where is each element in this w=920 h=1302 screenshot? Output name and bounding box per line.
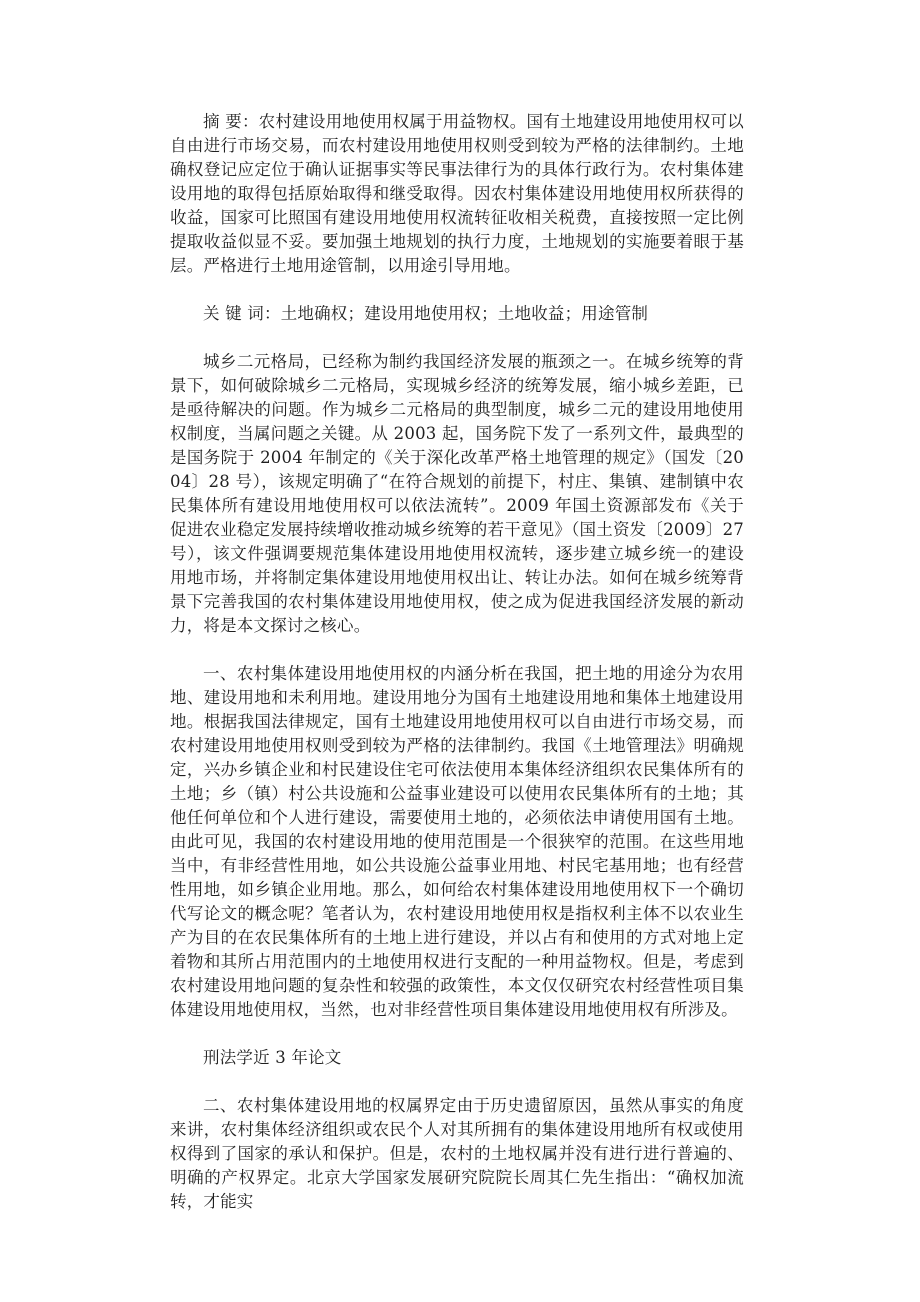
inserted-note-line: 刑法学近 3 年论文	[203, 1048, 342, 1067]
section-two-paragraph: 二、农村集体建设用地的权属界定由于历史遗留原因，虽然从事实的角度来讲，农村集体经济组织或农民个人对其所拥有的集体建设用地所有权或使用权得到了国家的承认和保护。但是，农村的土地权属并没有进行进行普遍的、明确的产权界定。北京大学国家发展研究院院长周其仁先生指出：“确权加流转，才能实	[170, 1096, 744, 1211]
abstract-paragraph: 摘 要：农村建设用地使用权属于用益物权。国有土地建设用地使用权可以自由进行市场交易，而农村建设用地使用权则受到较为严格的法律制约。土地确权登记应定位于确认证据事实等民事法律行为的具体行政行为。农村集体建设用地的取得包括原始取得和继受取得。因农村集体建设用地使用权所获得的收益，国家可比照国有建设用地使用权流转征收相关税费，直接按照一定比例提取收益似显不妥。要加强土地规划的执行力度，土地规划的实施要着眼于基层。严格进行土地用途管制，以用途引导用地。	[170, 112, 744, 275]
introduction-paragraph: 城乡二元格局，已经称为制约我国经济发展的瓶颈之一。在城乡统筹的背景下，如何破除城乡二元格局，实现城乡经济的统筹发展，缩小城乡差距，已是亟待解决的问题。作为城乡二元格局的典型制度，城乡二元的建设用地使用权制度，当属问题之关键。从 2003 起，国务院下发了一系列文件，最典型的是国务院于 2004 年制定的《关于深化改革严格土地管理的规定》（国发〔2004〕28 号），该规定明确了“在符合规划的前提下，村庄、集镇、建制镇中农民集体所有建设用地使用权可以依法流转”。2009 年国土资源部发布《关于促进农业稳定发展持续增收推动城乡统筹的若干意见》（国土资发〔2009〕27 号），该文件强调要规范集体建设用地使用权流转，逐步建立城乡统一的建设用地市场，并将制定集体建设用地使用权出让、转让办法。如何在城乡统筹背景下完善我国的农村集体建设用地使用权，使之成为促进我国经济发展的新动力，将是本文探讨之核心。	[170, 352, 744, 635]
section-one-paragraph: 一、农村集体建设用地使用权的内涵分析在我国，把土地的用途分为农用地、建设用地和未利用地。建设用地分为国有土地建设用地和集体土地建设用地。根据我国法律规定，国有土地建设用地使用权可以自由进行市场交易，而农村建设用地使用权则受到较为严格的法律制约。我国《土地管理法》明确规定，兴办乡镇企业和村民建设住宅可依法使用本集体经济组织农民集体所有的土地；乡（镇）村公共设施和公益事业建设可以使用农民集体所有的土地；其他任何单位和个人进行建设，需要使用土地的，必须依法申请使用国有土地。由此可见，我国的农村建设用地的使用范围是一个很狭窄的范围。在这些用地当中，有非经营性用地，如公共设施公益事业用地、村民宅基用地；也有经营性用地，如乡镇企业用地。那么，如何给农村集体建设用地使用权下一个确切代写论文的概念呢？笔者认为，农村建设用地使用权是指权利主体不以农业生产为目的在农民集体所有的土地上进行建设，并以占有和使用的方式对地上定着物和其所占用范围内的土地使用权进行支配的一种用益物权。但是，考虑到农村建设用地问题的复杂性和较强的政策性，本文仅仅研究农村经营性项目集体建设用地使用权，当然，也对非经营性项目集体建设用地使用权有所涉及。	[170, 664, 744, 1019]
keywords-line: 关 键 词：土地确权；建设用地使用权；土地收益；用途管制	[203, 304, 649, 323]
